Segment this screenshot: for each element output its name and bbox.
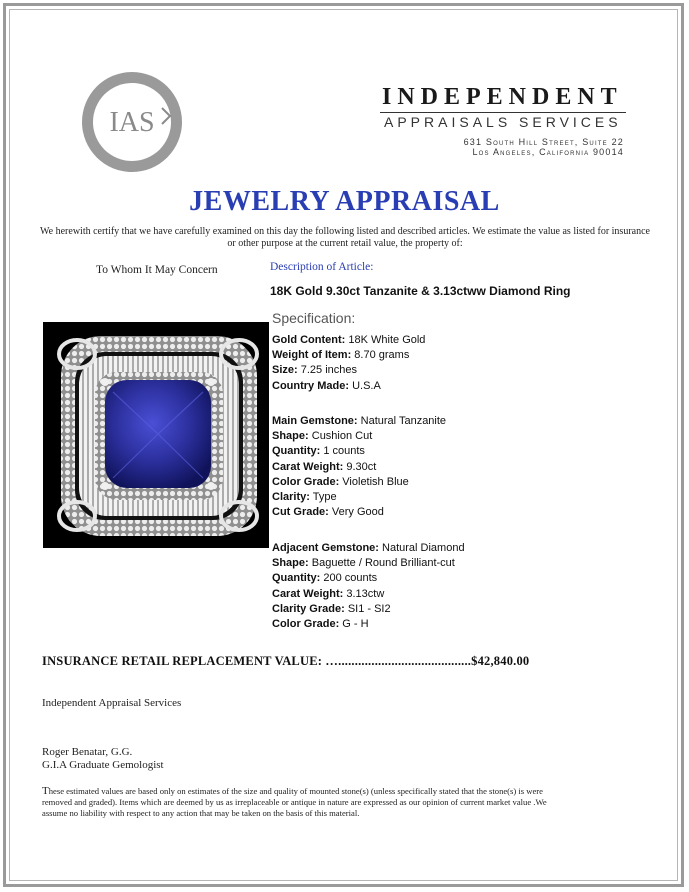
footer-company: Independent Appraisal Services xyxy=(42,697,182,709)
disclaimer: These estimated values are based only on estimates of the size and quality of mounted stone(s) (unless specifically stated that the stone(s) is were removed and graded). Items which are deemed by us as irreplaceable or antique in nature are expressed as our opinion of current market value .We assume no liability with respect to any action that may be taken on the basis of this material. xyxy=(42,785,547,818)
spec-row: Size: 7.25 inches xyxy=(272,364,358,377)
signer-title: G.I.A Graduate Gemologist xyxy=(42,759,164,771)
spec-row: Adjacent Gemstone: Natural Diamond xyxy=(272,542,465,554)
specification-label: Specification: xyxy=(272,310,356,326)
recipient: To Whom It May Concern xyxy=(96,264,218,276)
spec-row: Main Gemstone: Natural Tanzanite xyxy=(272,415,447,427)
logo-ring-text: Appraisal xyxy=(107,140,157,158)
logo-letters: IAS xyxy=(109,107,155,138)
page-title: JEWELRY APPRAISAL xyxy=(189,186,500,217)
intro-text: We herewith certify that we have carefully examined on this day the following listed and described articles. We estimate the value as listed for insurance or other purpose at the current retail value, the property of: xyxy=(40,226,650,249)
spec-row: Color Grade: Violetish Blue xyxy=(272,475,409,488)
spec-row: Color Grade: G - H xyxy=(272,618,369,631)
spec-row: Gold Content: 18K White Gold xyxy=(272,334,426,346)
item-title: 18K Gold 9.30ct Tanzanite & 3.13ctww Diamond Ring xyxy=(270,284,571,298)
address-line-2: Los Angeles, California 90014 xyxy=(472,147,624,157)
ring-photo xyxy=(43,322,269,548)
ias-logo xyxy=(78,68,186,176)
address-line-1: 631 South Hill Street, Suite 22 xyxy=(463,137,624,147)
spec-row: Carat Weight: 9.30ct xyxy=(272,460,377,473)
company-subtitle: APPRAISALS SERVICES xyxy=(384,114,622,130)
spec-row: Clarity: Type xyxy=(272,491,337,504)
signer-name: Roger Benatar, G.G. xyxy=(42,746,133,758)
spec-row: Country Made: U.S.A xyxy=(272,379,381,392)
spec-group-adjacent-gemstone xyxy=(272,541,465,632)
spec-row: Weight of Item: 8.70 grams xyxy=(272,349,410,362)
company-name: INDEPENDENT xyxy=(382,84,623,110)
spec-group-main-gemstone xyxy=(272,414,446,520)
spec-row: Quantity: 200 counts xyxy=(272,572,378,585)
description-label: Description of Article: xyxy=(270,261,374,273)
spec-row: Cut Grade: Very Good xyxy=(272,506,384,519)
signature-block xyxy=(42,746,164,772)
spec-row: Carat Weight: 3.13ctw xyxy=(272,587,385,600)
insurance-value: INSURANCE RETAIL REPLACEMENT VALUE: …........................................$42,840.00 xyxy=(42,654,530,668)
spec-row: Quantity: 1 counts xyxy=(272,445,365,458)
spec-row: Shape: Cushion Cut xyxy=(272,430,373,443)
spec-group-general xyxy=(272,333,425,394)
company-divider xyxy=(380,112,626,113)
spec-row: Clarity Grade: SI1 - SI2 xyxy=(272,602,391,615)
spec-row: Shape: Baguette / Round Brilliant-cut xyxy=(272,557,455,570)
